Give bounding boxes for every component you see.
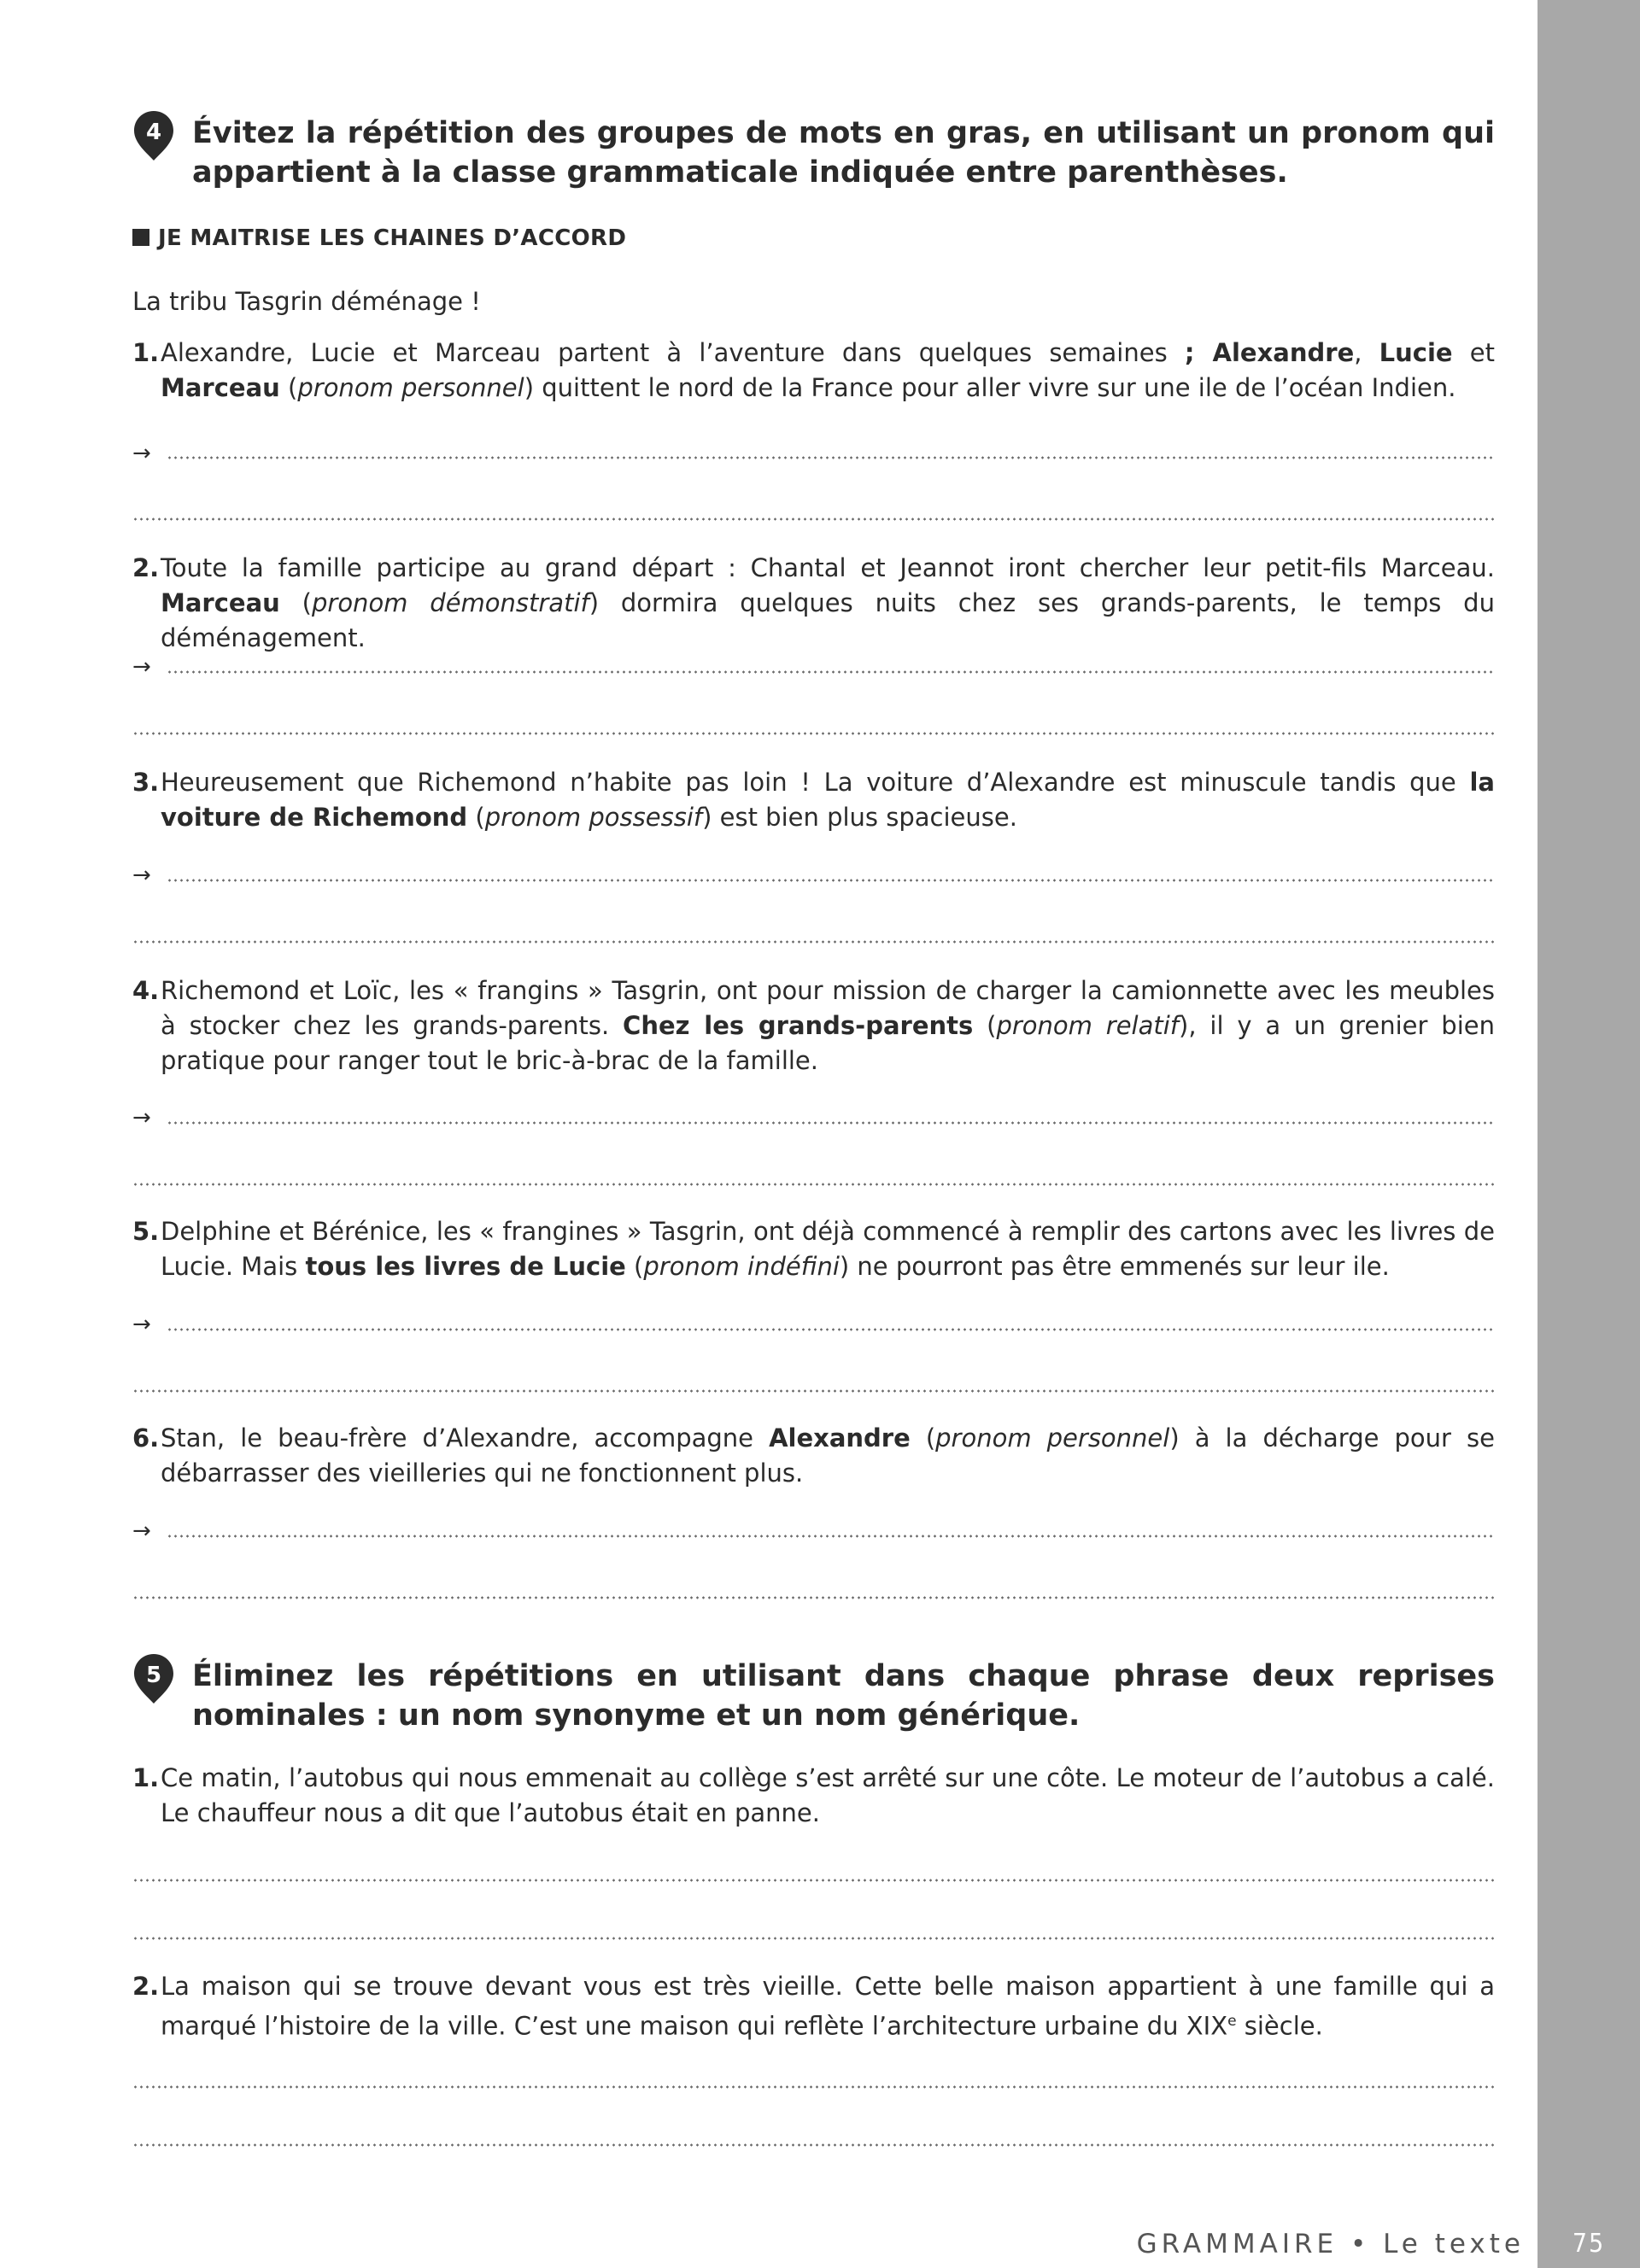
exercise-item [132, 765, 1495, 835]
item-text: Stan, le beau-frère d’Alexandre, accompagne Alexandre (pronom personnel) à la décharge pour se débarrasser des vieilleries qui ne fonctionnent plus. [161, 1423, 1495, 1488]
exercise-number: 4 [145, 120, 162, 145]
exercise-number-badge [132, 109, 175, 159]
item-number: 6. [132, 1423, 160, 1453]
section-label-text: JE MAITRISE LES CHAINES D’ACCORD [158, 225, 627, 251]
square-bullet-icon [132, 229, 149, 246]
exercise-item [132, 973, 1495, 1078]
exercise-item [132, 1969, 1495, 2044]
answer-line[interactable] [132, 1389, 1495, 1393]
exercise-item [132, 1214, 1495, 1284]
exercise-intro: La tribu Tasgrin déménage ! [132, 287, 481, 316]
item-text: Toute la famille participe au grand départ : Chantal et Jeannot iront chercher leur petit-fils Marceau. Marceau (pronom démonstratif) dormira quelques nuits chez ses grands-parents, le temps du déménagement. [161, 553, 1495, 652]
footer-label: GRAMMAIRE • Le texte [1136, 2229, 1525, 2259]
exercise-4-header [132, 114, 1495, 192]
item-number: 1. [132, 1763, 160, 1792]
item-text: Richemond et Loïc, les « frangins » Tasgrin, ont pour mission de charger la camionnette avec les meubles à stocker chez les grands-parents. Chez les grands-parents (pronom relatif), il y a un grenier bien pratique pour ranger tout le bric-à-brac de la famille. [161, 976, 1495, 1075]
answer-line[interactable] [132, 1879, 1495, 1882]
item-text: Delphine et Bérénice, les « frangines » Tasgrin, ont déjà commencé à remplir des cartons avec les livres de Lucie. Mais tous les livres de Lucie (pronom indéfini) ne pourront pas être emmenés sur leur ile. [161, 1217, 1495, 1281]
answer-line[interactable] [167, 1121, 1495, 1125]
side-band [1538, 0, 1640, 2268]
item-number: 3. [132, 768, 160, 797]
answer-line[interactable] [132, 1596, 1495, 1599]
arrow-icon: → [132, 654, 151, 680]
exercise-item [132, 551, 1495, 656]
answer-line[interactable] [167, 879, 1495, 882]
answer-line[interactable] [132, 2085, 1495, 2089]
exercise-number-badge [132, 1652, 175, 1702]
answer-line[interactable] [167, 1534, 1495, 1538]
answer-line[interactable] [167, 1328, 1495, 1331]
item-number: 2. [132, 553, 160, 582]
answer-line[interactable] [132, 940, 1495, 944]
answer-line[interactable] [167, 670, 1495, 674]
arrow-icon: → [132, 1518, 151, 1544]
answer-line[interactable] [167, 456, 1495, 459]
item-number: 1. [132, 338, 160, 367]
arrow-icon: → [132, 862, 151, 888]
exercise-item [132, 1421, 1495, 1491]
answer-line[interactable] [132, 2143, 1495, 2147]
exercise-5-header [132, 1657, 1495, 1735]
arrow-icon: → [132, 1312, 151, 1337]
arrow-icon: → [132, 441, 151, 466]
exercise-item [132, 1761, 1495, 1831]
answer-line[interactable] [132, 517, 1495, 521]
exercise-4-title: Évitez la répétition des groupes de mots en gras, en utilisant un pronom qui appartient à la classe grammaticale indiquée entre parenthèses. [192, 116, 1495, 190]
page-number: 75 [1572, 2229, 1606, 2259]
answer-line[interactable] [132, 1937, 1495, 1940]
answer-line[interactable] [132, 732, 1495, 735]
item-text: La maison qui se trouve devant vous est très vieille. Cette belle maison appartient à une famille qui a marqué l’histoire de la ville. C’est une maison qui reflète l’architecture urbaine du XIXe siècle. [161, 1972, 1495, 2041]
exercise-number: 5 [145, 1663, 162, 1688]
arrow-icon: → [132, 1105, 151, 1131]
section-label [132, 225, 626, 251]
exercise-item [132, 336, 1495, 406]
exercise-5-title: Éliminez les répétitions en utilisant dans chaque phrase deux reprises nominales : un nom synonyme et un nom générique. [192, 1659, 1495, 1733]
answer-line[interactable] [132, 1183, 1495, 1186]
item-number: 5. [132, 1217, 160, 1246]
item-text: Alexandre, Lucie et Marceau partent à l’aventure dans quelques semaines ; Alexandre, Lucie et Marceau (pronom personnel) quittent le nord de la France pour aller vivre sur une ile de l’océan Indien. [161, 338, 1496, 402]
item-text: Heureusement que Richemond n’habite pas loin ! La voiture d’Alexandre est minuscule tandis que la voiture de Richemond (pronom possessif) est bien plus spacieuse. [161, 768, 1495, 832]
item-text: Ce matin, l’autobus qui nous emmenait au collège s’est arrêté sur une côte. Le moteur de l’autobus a calé. Le chauffeur nous a dit que l’autobus était en panne. [161, 1763, 1495, 1827]
item-number: 2. [132, 1972, 160, 2001]
item-number: 4. [132, 976, 160, 1005]
